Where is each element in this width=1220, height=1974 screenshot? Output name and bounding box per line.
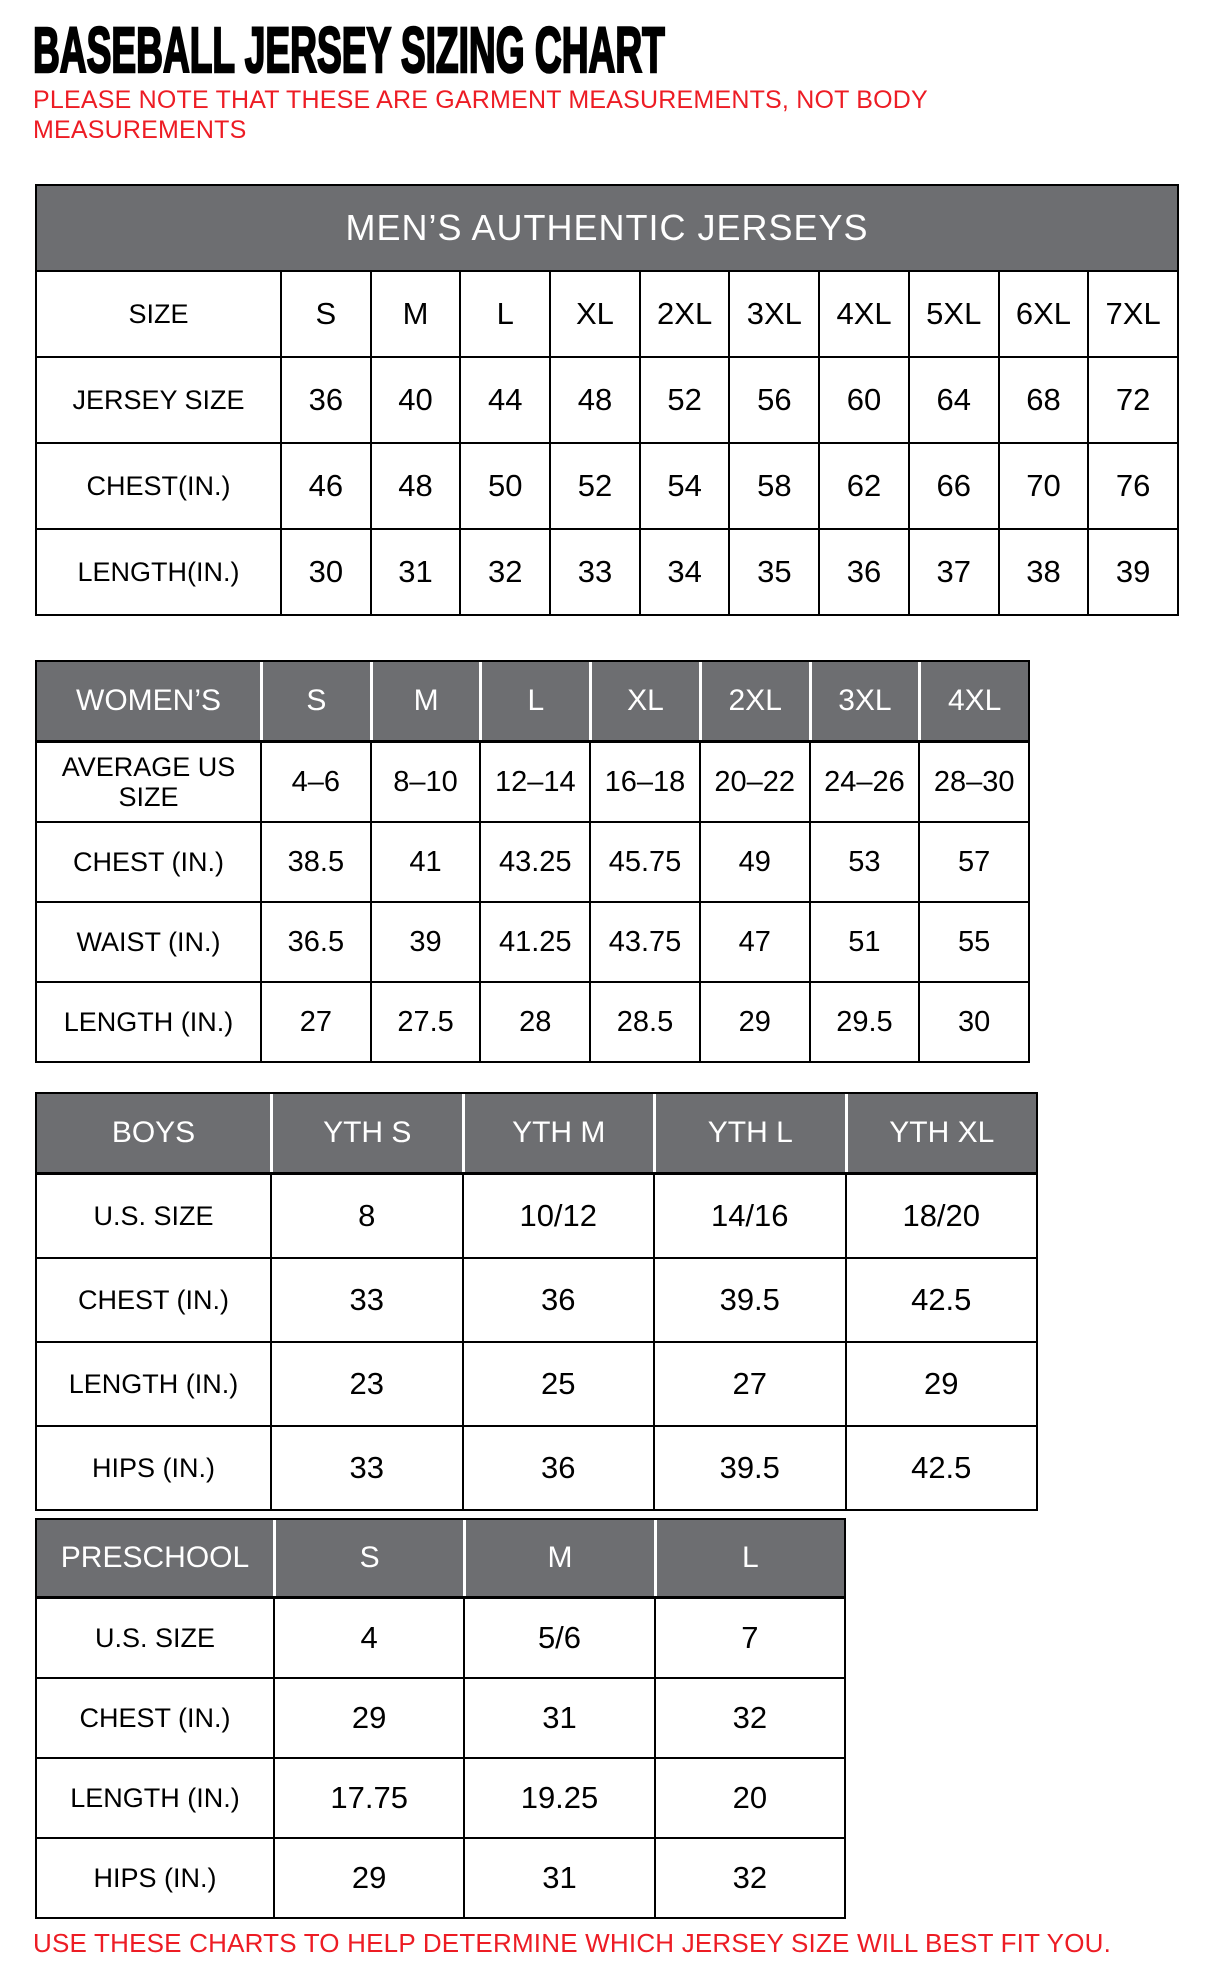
value-cell: 4–6: [262, 743, 370, 821]
value-cell: 28–30: [920, 743, 1028, 821]
column-header-cell: YTH L: [656, 1094, 845, 1172]
womens-header-row: [37, 662, 1028, 743]
value-cell: 49: [701, 823, 809, 901]
value-cell: 29: [275, 1839, 463, 1917]
column-header-cell: S: [276, 1520, 463, 1596]
value-cell: 66: [910, 444, 998, 528]
boys-sizing-table: [35, 1092, 1038, 1511]
column-header-cell: M: [466, 1520, 653, 1596]
preschool-table-body: [37, 1599, 844, 1917]
value-cell: 39.5: [655, 1259, 845, 1341]
value-cell: 43.25: [481, 823, 589, 901]
boys-header-row: [37, 1094, 1036, 1175]
value-cell: 36: [820, 530, 908, 614]
value-cell: 20–22: [701, 743, 809, 821]
value-cell: 46: [282, 444, 370, 528]
boys-table-body: [37, 1175, 1036, 1509]
value-cell: 19.25: [465, 1759, 653, 1837]
row-label-cell: WAIST (IN.): [37, 903, 260, 981]
value-cell: 57: [920, 823, 1028, 901]
value-cell: 42.5: [847, 1259, 1037, 1341]
value-cell: 39.5: [655, 1427, 845, 1509]
womens-sizing-table: [35, 660, 1030, 1063]
value-cell: 33: [551, 530, 639, 614]
row-label-cell: U.S. SIZE: [37, 1175, 270, 1257]
mens-table-banner: MEN’S AUTHENTIC JERSEYS: [37, 186, 1177, 272]
value-cell: 32: [656, 1679, 844, 1757]
column-header-cell: 4XL: [820, 272, 908, 356]
row-label-cell: CHEST (IN.): [37, 1259, 270, 1341]
value-cell: 8: [272, 1175, 462, 1257]
value-cell: 42.5: [847, 1427, 1037, 1509]
value-cell: 33: [272, 1427, 462, 1509]
preschool-sizing-table: [35, 1518, 846, 1919]
column-header-cell: YTH XL: [848, 1094, 1037, 1172]
value-cell: 33: [272, 1259, 462, 1341]
row-label-cell: CHEST (IN.): [37, 1679, 273, 1757]
value-cell: 41: [372, 823, 480, 901]
value-cell: 43.75: [591, 903, 699, 981]
value-cell: 41.25: [481, 903, 589, 981]
value-cell: 54: [641, 444, 729, 528]
value-cell: 4: [275, 1599, 463, 1677]
row-label-cell: JERSEY SIZE: [37, 358, 280, 442]
value-cell: 68: [1000, 358, 1088, 442]
value-cell: 38.5: [262, 823, 370, 901]
value-cell: 29.5: [811, 983, 919, 1061]
womens-table-body: [37, 743, 1028, 1061]
value-cell: 35: [730, 530, 818, 614]
value-cell: 47: [701, 903, 809, 981]
value-cell: 17.75: [275, 1759, 463, 1837]
value-cell: 18/20: [847, 1175, 1037, 1257]
value-cell: 36: [464, 1427, 654, 1509]
column-header-cell: 2XL: [641, 272, 729, 356]
mens-table-body: [37, 272, 1177, 614]
column-header-cell: YTH S: [273, 1094, 462, 1172]
value-cell: 58: [730, 444, 818, 528]
column-header-cell: YTH M: [465, 1094, 654, 1172]
row-label-cell: LENGTH (IN.): [37, 1759, 273, 1837]
column-header-cell: 6XL: [1000, 272, 1088, 356]
column-header-cell: M: [373, 662, 480, 740]
column-header-cell: L: [482, 662, 589, 740]
column-header-cell: 5XL: [910, 272, 998, 356]
column-header-cell: XL: [592, 662, 699, 740]
value-cell: 45.75: [591, 823, 699, 901]
value-cell: 31: [465, 1839, 653, 1917]
value-cell: 23: [272, 1343, 462, 1425]
mens-sizing-table: [35, 184, 1179, 616]
value-cell: 32: [461, 530, 549, 614]
row-label-cell: HIPS (IN.): [37, 1839, 273, 1917]
value-cell: 25: [464, 1343, 654, 1425]
column-header-cell: L: [461, 272, 549, 356]
preschool-header-row: [37, 1520, 844, 1599]
row-label-cell: U.S. SIZE: [37, 1599, 273, 1677]
page-title: BASEBALL JERSEY SIZING CHART: [33, 14, 665, 86]
value-cell: 28.5: [591, 983, 699, 1061]
column-header-cell: M: [372, 272, 460, 356]
value-cell: 50: [461, 444, 549, 528]
value-cell: 37: [910, 530, 998, 614]
value-cell: 52: [641, 358, 729, 442]
value-cell: 14/16: [655, 1175, 845, 1257]
value-cell: 44: [461, 358, 549, 442]
value-cell: 5/6: [465, 1599, 653, 1677]
value-cell: 10/12: [464, 1175, 654, 1257]
value-cell: 36: [464, 1259, 654, 1341]
value-cell: 8–10: [372, 743, 480, 821]
value-cell: 48: [372, 444, 460, 528]
value-cell: 31: [465, 1679, 653, 1757]
column-header-cell: S: [282, 272, 370, 356]
row-label-cell: CHEST (IN.): [37, 823, 260, 901]
value-cell: 76: [1089, 444, 1177, 528]
value-cell: 24–26: [811, 743, 919, 821]
column-header-cell: S: [263, 662, 370, 740]
row-label-cell: LENGTH (IN.): [37, 1343, 270, 1425]
value-cell: 30: [282, 530, 370, 614]
value-cell: 36: [282, 358, 370, 442]
value-cell: 72: [1089, 358, 1177, 442]
value-cell: 36.5: [262, 903, 370, 981]
value-cell: 12–14: [481, 743, 589, 821]
value-cell: 31: [372, 530, 460, 614]
column-header-cell: XL: [551, 272, 639, 356]
value-cell: 55: [920, 903, 1028, 981]
value-cell: 32: [656, 1839, 844, 1917]
footer-note: USE THESE CHARTS TO HELP DETERMINE WHICH JERSEY SIZE WILL BEST FIT YOU.: [33, 1928, 1112, 1958]
row-label-cell: CHEST(IN.): [37, 444, 280, 528]
value-cell: 29: [847, 1343, 1037, 1425]
column-header-cell: 7XL: [1089, 272, 1177, 356]
womens-group-label-cell: WOMEN’S: [37, 662, 260, 740]
value-cell: 40: [372, 358, 460, 442]
value-cell: 28: [481, 983, 589, 1061]
value-cell: 70: [1000, 444, 1088, 528]
column-header-cell: 3XL: [812, 662, 919, 740]
value-cell: 27.5: [372, 983, 480, 1061]
value-cell: 52: [551, 444, 639, 528]
value-cell: 20: [656, 1759, 844, 1837]
column-header-cell: L: [657, 1520, 844, 1596]
column-header-cell: 4XL: [921, 662, 1028, 740]
value-cell: 27: [655, 1343, 845, 1425]
size-header-label-cell: SIZE: [37, 272, 280, 356]
value-cell: 16–18: [591, 743, 699, 821]
value-cell: 48: [551, 358, 639, 442]
value-cell: 51: [811, 903, 919, 981]
value-cell: 27: [262, 983, 370, 1061]
value-cell: 60: [820, 358, 908, 442]
value-cell: 53: [811, 823, 919, 901]
value-cell: 39: [1089, 530, 1177, 614]
value-cell: 39: [372, 903, 480, 981]
value-cell: 64: [910, 358, 998, 442]
value-cell: 29: [701, 983, 809, 1061]
preschool-group-label-cell: PRESCHOOL: [37, 1520, 273, 1596]
boys-group-label-cell: BOYS: [37, 1094, 270, 1172]
value-cell: 38: [1000, 530, 1088, 614]
row-label-cell: AVERAGE US SIZE: [37, 743, 260, 821]
value-cell: 7: [656, 1599, 844, 1677]
value-cell: 56: [730, 358, 818, 442]
row-label-cell: LENGTH(IN.): [37, 530, 280, 614]
garment-measurement-note: PLEASE NOTE THAT THESE ARE GARMENT MEASUREMENTS, NOT BODY MEASUREMENTS: [33, 86, 928, 144]
value-cell: 34: [641, 530, 729, 614]
column-header-cell: 3XL: [730, 272, 818, 356]
row-label-cell: LENGTH (IN.): [37, 983, 260, 1061]
row-label-cell: HIPS (IN.): [37, 1427, 270, 1509]
value-cell: 29: [275, 1679, 463, 1757]
value-cell: 62: [820, 444, 908, 528]
column-header-cell: 2XL: [702, 662, 809, 740]
value-cell: 30: [920, 983, 1028, 1061]
